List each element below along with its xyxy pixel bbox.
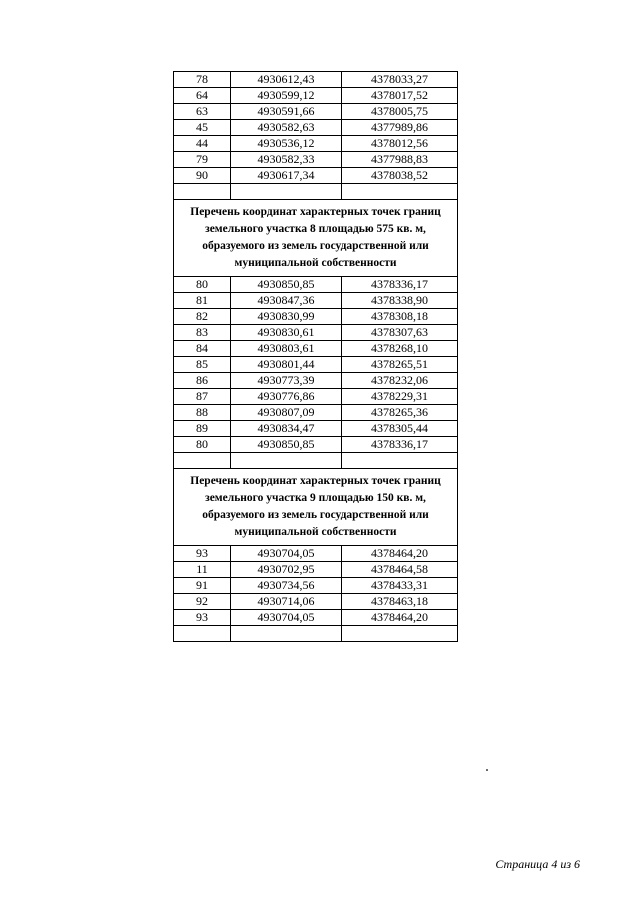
empty-row — [174, 626, 458, 642]
table-row — [174, 72, 458, 88]
y-coordinate-cell: 4378464,58 — [342, 562, 458, 578]
table-row — [174, 546, 458, 562]
table-row — [174, 405, 458, 421]
x-coordinate-cell: 4930830,61 — [231, 325, 342, 341]
y-coordinate-cell: 4378033,27 — [342, 72, 458, 88]
table-row — [174, 293, 458, 309]
point-number-cell: 44 — [174, 136, 231, 152]
table-row — [174, 88, 458, 104]
table-row — [174, 389, 458, 405]
y-coordinate-cell: 4378433,31 — [342, 578, 458, 594]
point-number-cell: 88 — [174, 405, 231, 421]
point-number-cell: 92 — [174, 594, 231, 610]
empty-cell — [174, 453, 231, 469]
empty-row — [174, 184, 458, 200]
point-number-cell: 81 — [174, 293, 231, 309]
empty-cell — [174, 184, 231, 200]
point-number-cell: 45 — [174, 120, 231, 136]
empty-cell — [342, 626, 458, 642]
x-coordinate-cell: 4930773,39 — [231, 373, 342, 389]
y-coordinate-cell: 4378336,17 — [342, 437, 458, 453]
empty-cell — [342, 453, 458, 469]
x-coordinate-cell: 4930617,34 — [231, 168, 342, 184]
point-number-cell: 80 — [174, 277, 231, 293]
y-coordinate-cell: 4378308,18 — [342, 309, 458, 325]
x-coordinate-cell: 4930591,66 — [231, 104, 342, 120]
x-coordinate-cell: 4930807,09 — [231, 405, 342, 421]
table-row — [174, 341, 458, 357]
table-row — [174, 594, 458, 610]
point-number-cell: 63 — [174, 104, 231, 120]
point-number-cell: 93 — [174, 610, 231, 626]
section-heading: Перечень координат характерных точек границ земельного участка 8 площадью 575 кв. м, образуемого из земель государственной или муниципальной собственности — [174, 200, 458, 277]
table-row — [174, 277, 458, 293]
x-coordinate-cell: 4930582,63 — [231, 120, 342, 136]
point-number-cell: 85 — [174, 357, 231, 373]
table-row — [174, 136, 458, 152]
x-coordinate-cell: 4930536,12 — [231, 136, 342, 152]
y-coordinate-cell: 4378265,36 — [342, 405, 458, 421]
point-number-cell: 91 — [174, 578, 231, 594]
table-row — [174, 309, 458, 325]
table-row — [174, 357, 458, 373]
x-coordinate-cell: 4930612,43 — [231, 72, 342, 88]
x-coordinate-cell: 4930704,05 — [231, 546, 342, 562]
x-coordinate-cell: 4930801,44 — [231, 357, 342, 373]
table-row — [174, 325, 458, 341]
table-row — [174, 168, 458, 184]
stray-dot — [486, 769, 488, 771]
table-row — [174, 421, 458, 437]
coordinates-table — [173, 71, 458, 642]
table-row — [174, 152, 458, 168]
table-row — [174, 437, 458, 453]
x-coordinate-cell: 4930850,85 — [231, 437, 342, 453]
y-coordinate-cell: 4378265,51 — [342, 357, 458, 373]
table-row — [174, 610, 458, 626]
empty-cell — [342, 184, 458, 200]
table-row — [174, 578, 458, 594]
y-coordinate-cell: 4377989,86 — [342, 120, 458, 136]
empty-cell — [231, 453, 342, 469]
table-row — [174, 562, 458, 578]
y-coordinate-cell: 4378012,56 — [342, 136, 458, 152]
x-coordinate-cell: 4930847,36 — [231, 293, 342, 309]
x-coordinate-cell: 4930582,33 — [231, 152, 342, 168]
point-number-cell: 93 — [174, 546, 231, 562]
table-row — [174, 373, 458, 389]
point-number-cell: 90 — [174, 168, 231, 184]
point-number-cell: 64 — [174, 88, 231, 104]
y-coordinate-cell: 4378464,20 — [342, 610, 458, 626]
x-coordinate-cell: 4930803,61 — [231, 341, 342, 357]
table-row — [174, 104, 458, 120]
page-footer: Страница 4 из 6 — [495, 857, 580, 871]
x-coordinate-cell: 4930702,95 — [231, 562, 342, 578]
point-number-cell: 89 — [174, 421, 231, 437]
y-coordinate-cell: 4378232,06 — [342, 373, 458, 389]
y-coordinate-cell: 4378268,10 — [342, 341, 458, 357]
point-number-cell: 87 — [174, 389, 231, 405]
empty-cell — [231, 626, 342, 642]
empty-cell — [174, 626, 231, 642]
point-number-cell: 80 — [174, 437, 231, 453]
y-coordinate-cell: 4378005,75 — [342, 104, 458, 120]
x-coordinate-cell: 4930830,99 — [231, 309, 342, 325]
table-row — [174, 120, 458, 136]
x-coordinate-cell: 4930776,86 — [231, 389, 342, 405]
y-coordinate-cell: 4378307,63 — [342, 325, 458, 341]
point-number-cell: 79 — [174, 152, 231, 168]
section-heading-row — [174, 469, 458, 546]
empty-row — [174, 453, 458, 469]
x-coordinate-cell: 4930734,56 — [231, 578, 342, 594]
point-number-cell: 83 — [174, 325, 231, 341]
point-number-cell: 86 — [174, 373, 231, 389]
x-coordinate-cell: 4930714,06 — [231, 594, 342, 610]
y-coordinate-cell: 4378336,17 — [342, 277, 458, 293]
x-coordinate-cell: 4930834,47 — [231, 421, 342, 437]
point-number-cell: 84 — [174, 341, 231, 357]
x-coordinate-cell: 4930850,85 — [231, 277, 342, 293]
y-coordinate-cell: 4378305,44 — [342, 421, 458, 437]
section-heading-row — [174, 200, 458, 277]
y-coordinate-cell: 4378463,18 — [342, 594, 458, 610]
empty-cell — [231, 184, 342, 200]
y-coordinate-cell: 4378464,20 — [342, 546, 458, 562]
point-number-cell: 78 — [174, 72, 231, 88]
y-coordinate-cell: 4378229,31 — [342, 389, 458, 405]
x-coordinate-cell: 4930704,05 — [231, 610, 342, 626]
point-number-cell: 82 — [174, 309, 231, 325]
y-coordinate-cell: 4378038,52 — [342, 168, 458, 184]
y-coordinate-cell: 4377988,83 — [342, 152, 458, 168]
y-coordinate-cell: 4378017,52 — [342, 88, 458, 104]
section-heading: Перечень координат характерных точек границ земельного участка 9 площадью 150 кв. м, образуемого из земель государственной или муниципальной собственности — [174, 469, 458, 546]
y-coordinate-cell: 4378338,90 — [342, 293, 458, 309]
x-coordinate-cell: 4930599,12 — [231, 88, 342, 104]
point-number-cell: 11 — [174, 562, 231, 578]
